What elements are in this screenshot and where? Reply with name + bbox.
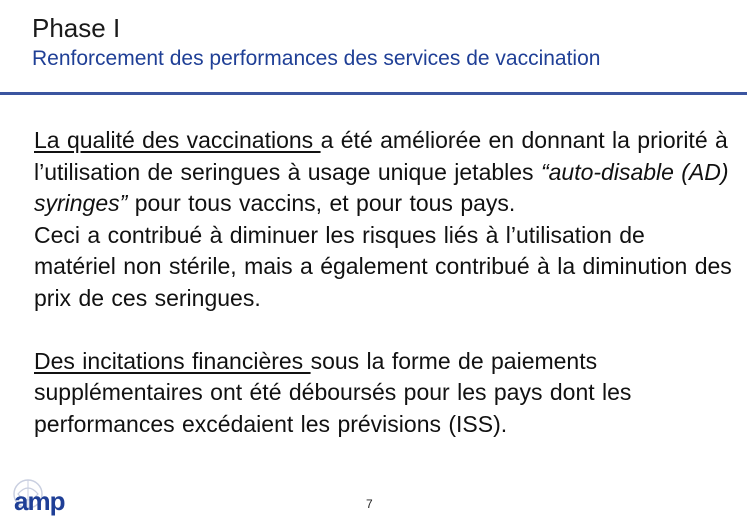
paragraph-quality-text-a: a été améliorée en donnant la priorité à l’utilisation de seringues à usage unique jetables xyxy=(34,127,728,185)
paragraph-quality-text-b: pour tous vaccins, et pour tous pays. xyxy=(127,190,516,217)
amp-logo: amp xyxy=(14,486,65,516)
italic-phrase-ad-syringes: “auto-disable (AD) syringes” xyxy=(34,158,729,217)
paragraph-incentives-text: sous la forme de paiements supplémentaires ont été déboursés pour les pays dont les performances excédaient les prévisions (ISS). xyxy=(34,347,632,437)
underlined-phrase-incentives: Des incitations financières xyxy=(34,347,311,374)
header-divider xyxy=(0,92,747,95)
slide-subtitle: Renforcement des performances des services de vaccination xyxy=(32,47,601,70)
page-number: 7 xyxy=(366,497,373,511)
slide-title: Phase I xyxy=(32,13,121,43)
slide-body xyxy=(34,125,734,440)
paragraph-gap xyxy=(34,315,734,346)
paragraph-incentives xyxy=(34,346,734,441)
paragraph-quality xyxy=(34,125,734,220)
paragraph-risk: Ceci a contribué à diminuer les risques liés à l’utilisation de matériel non stérile, mais a également contribué à la diminution des prix de ces seringues. xyxy=(34,221,732,311)
underlined-phrase-quality: La qualité des vaccinations xyxy=(34,127,321,153)
